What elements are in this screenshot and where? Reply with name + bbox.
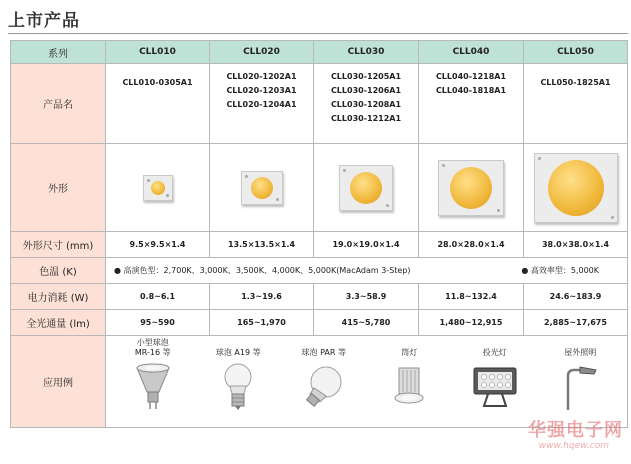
application-item: [285, 336, 363, 412]
product-table: [10, 40, 628, 428]
flux-value: 2,885~17,675: [524, 310, 628, 336]
application-item: [456, 336, 534, 412]
flux-row: [11, 310, 628, 336]
application-cell: [106, 336, 628, 428]
application-label: 小型球泡 MR-16 等: [134, 338, 171, 357]
power-value: 24.6~183.9: [524, 284, 628, 310]
cob-led-chip-image: [241, 171, 283, 205]
product-cell: [419, 64, 524, 144]
application-label: 球泡 PAR 等: [301, 348, 346, 357]
product-name: CLL040-1218A1: [435, 72, 507, 81]
cob-led-chip-image: [143, 175, 173, 201]
application-label: 筒灯: [401, 348, 418, 357]
application-item: [370, 336, 448, 412]
product-name: CLL020-1202A1: [226, 72, 297, 81]
product-name: CLL030-1206A1: [330, 86, 402, 95]
application-label: 球泡 A19 等: [215, 348, 261, 357]
application-item: [541, 336, 619, 412]
downlight-icon: [392, 362, 426, 412]
watermark-logo: 华强电子网: [528, 420, 623, 441]
par-bulb-icon: [304, 362, 344, 412]
appearance-cell: [210, 144, 314, 232]
product-name: CLL020-1204A1: [226, 100, 297, 109]
power-value: 1.3~19.6: [210, 284, 314, 310]
power-value: 0.8~6.1: [106, 284, 210, 310]
appearance-cell: [314, 144, 419, 232]
a19-bulb-icon: [221, 362, 255, 412]
floodlight-icon: [470, 362, 520, 412]
page-title: 上市产品: [8, 11, 80, 31]
series-header: CLL030: [314, 41, 419, 64]
product-name: CLL030-1205A1: [330, 72, 402, 81]
row-label-size: 外形尺寸 (mm): [11, 232, 106, 258]
product-cell: [524, 64, 628, 144]
row-label-appearance: 外形: [11, 144, 106, 232]
size-value: 13.5×13.5×1.4: [210, 232, 314, 258]
row-label-product: 产品名: [11, 64, 106, 144]
size-value: 38.0×38.0×1.4: [524, 232, 628, 258]
flux-value: 95~590: [106, 310, 210, 336]
power-value: 11.8~132.4: [419, 284, 524, 310]
appearance-cell: [106, 144, 210, 232]
product-cell: [106, 64, 210, 144]
product-row: [11, 64, 628, 144]
product-name: CLL040-1818A1: [435, 86, 507, 95]
row-label-color-temp: 色温 (K): [11, 258, 106, 284]
series-header: CLL010: [106, 41, 210, 64]
header-row: [11, 41, 628, 64]
title-divider: [8, 33, 628, 34]
application-label: 投光灯: [482, 348, 507, 357]
series-header: CLL040: [419, 41, 524, 64]
product-name: CLL030-1208A1: [330, 100, 402, 109]
color-temp-cell: [106, 258, 628, 284]
high-eff-color-temp: ● 高效率型：5,000K: [521, 266, 599, 275]
streetlight-icon: [560, 362, 600, 412]
size-value: 9.5×9.5×1.4: [106, 232, 210, 258]
row-label-application: 应用例: [11, 336, 106, 428]
mr16-bulb-icon: [133, 362, 173, 412]
cob-led-chip-image: [438, 160, 504, 216]
application-row: [11, 336, 628, 428]
application-item: [114, 336, 192, 412]
watermark-url: www.hqew.com: [538, 441, 609, 451]
product-name: CLL030-1212A1: [330, 114, 402, 123]
power-value: 3.3~58.9: [314, 284, 419, 310]
product-cell: [210, 64, 314, 144]
flux-value: 415~5,780: [314, 310, 419, 336]
flux-value: 1,480~12,915: [419, 310, 524, 336]
appearance-row: [11, 144, 628, 232]
product-name: CLL010-0305A1: [122, 78, 193, 87]
product-name: CLL050-1825A1: [540, 78, 611, 87]
row-label-power: 电力消耗 (W): [11, 284, 106, 310]
high-cri-color-temps: ● 高演色型：2,700K、3,000K、3,500K、4,000K、5,000K(MacAdam 3-Step): [114, 266, 411, 275]
size-row: [11, 232, 628, 258]
appearance-cell: [419, 144, 524, 232]
application-label: 屋外照明: [564, 348, 597, 357]
flux-value: 165~1,970: [210, 310, 314, 336]
series-header: CLL050: [524, 41, 628, 64]
header-label: 系列: [11, 41, 106, 64]
product-name: CLL020-1203A1: [226, 86, 297, 95]
series-header: CLL020: [210, 41, 314, 64]
size-value: 19.0×19.0×1.4: [314, 232, 419, 258]
color-temp-row: [11, 258, 628, 284]
size-value: 28.0×28.0×1.4: [419, 232, 524, 258]
application-item: [199, 336, 277, 412]
cob-led-chip-image: [534, 153, 618, 223]
appearance-cell: [524, 144, 628, 232]
product-cell: [314, 64, 419, 144]
row-label-flux: 全光通量 (lm): [11, 310, 106, 336]
power-row: [11, 284, 628, 310]
cob-led-chip-image: [339, 165, 393, 211]
